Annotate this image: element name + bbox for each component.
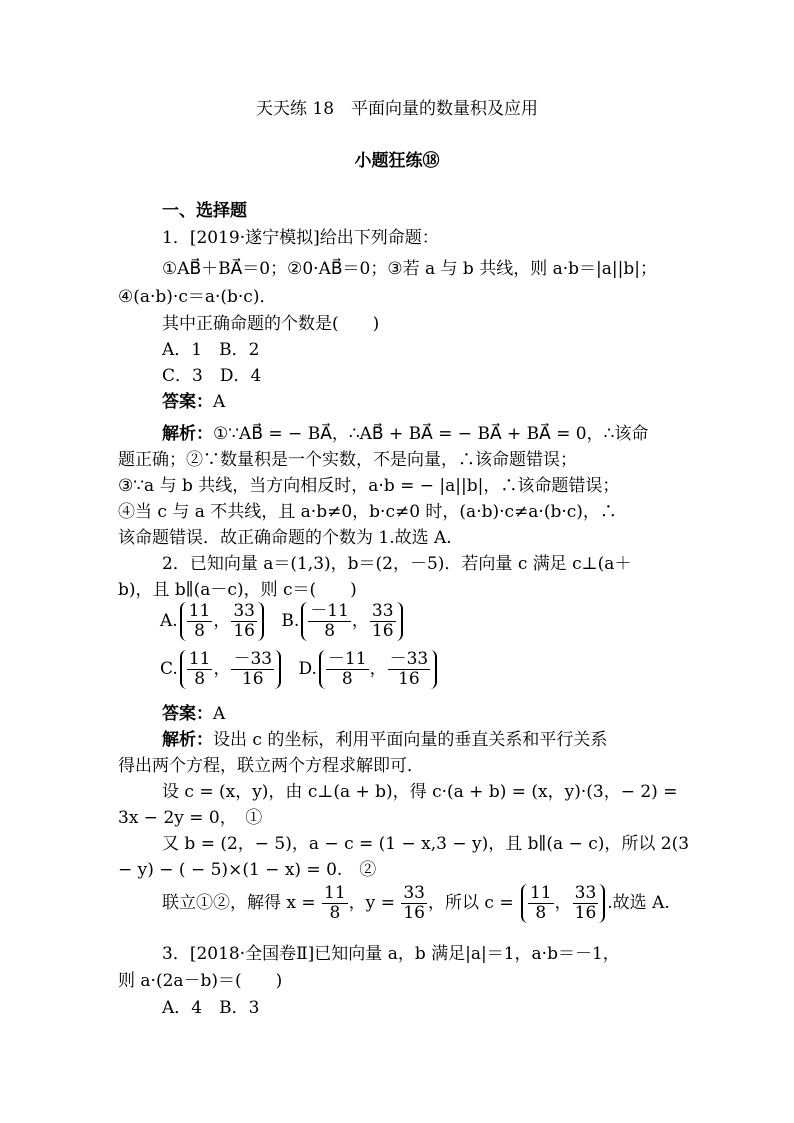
- q1-options-ab: A．1 B．2: [162, 340, 260, 360]
- q1-explanation-5: 该命题错误．故正确命题的个数为 1.故选 A.: [118, 528, 452, 548]
- numerator: －11: [327, 649, 367, 669]
- solve-text: ，所以 c =: [428, 893, 514, 913]
- q2-explanation-7: [162, 884, 670, 923]
- q2-explanation-4: 3x − 2y = 0， ①: [118, 808, 263, 828]
- solve-text: ，y =: [348, 893, 395, 913]
- q2-options-cd: [160, 650, 439, 689]
- comma: ，: [554, 893, 572, 913]
- q1-question: 其中正确命题的个数是( ): [162, 314, 380, 334]
- q1-propositions-2: ④(a·b)·c＝a·(b·c)．: [118, 287, 277, 307]
- q3-options-ab: A．4 B．3: [162, 998, 260, 1018]
- denominator: 16: [233, 621, 255, 641]
- q1-explanation-1: [162, 423, 648, 445]
- comma: ，: [369, 659, 387, 679]
- numerator: 11: [188, 649, 211, 669]
- numerator: 11: [188, 601, 211, 621]
- denominator: 16: [371, 621, 394, 641]
- q2-explanation-5: 又 b = (2，− 5)，a − c = (1 − x,3 − y)，且 b∥(a − c)，所以 2(3: [162, 834, 690, 854]
- vector-paren: [319, 650, 437, 689]
- denominator: 8: [194, 621, 205, 641]
- q1-stem: 1．[2019·遂宁模拟]给出下列命题：: [162, 228, 439, 248]
- denominator: 16: [241, 669, 264, 689]
- vector-paren: [301, 602, 402, 641]
- q2-options-ab: [160, 602, 405, 641]
- q3-stem-2: 则 a·(2a－b)＝( ): [118, 971, 283, 991]
- explanation-text: ①∵AB⃗ = − BA⃗，∴AB⃗ + BA⃗ = − BA⃗ + BA⃗ = 0，∴该命: [213, 424, 649, 444]
- q2-option-a: [160, 602, 266, 641]
- q3-stem-1: 3．[2018·全国卷Ⅱ]已知向量 a，b 满足|a|＝1，a·b＝－1，: [162, 944, 620, 964]
- q2-answer: [162, 703, 225, 725]
- q1-explanation-4: ④当 c 与 a 不共线，且 a·b≠0，b·c≠0 时，(a·b)·c≠a·(b·c)，∴: [118, 502, 617, 522]
- page-title: 天天练 18 平面向量的数量积及应用: [255, 99, 539, 119]
- vector-paren: [521, 884, 605, 923]
- answer-label: 答案：: [162, 392, 213, 412]
- q1-answer: [162, 391, 225, 413]
- option-b-label: B.: [281, 611, 300, 631]
- answer-label: 答案：: [162, 704, 213, 724]
- numerator: 33: [233, 601, 255, 621]
- vector-paren: [180, 602, 264, 641]
- explanation-label: 解析：: [162, 730, 213, 750]
- comma: ，: [213, 611, 231, 631]
- q2-explanation-6: − y) − ( − 5)×(1 − x) = 0. ②: [118, 860, 377, 880]
- explanation-text: 设出 c 的坐标，利用平面向量的垂直关系和平行关系: [213, 730, 608, 750]
- numerator: 33: [403, 883, 425, 903]
- solve-text: 联立①②，解得 x =: [162, 893, 316, 913]
- q1-propositions-1: ①AB⃗＋BA⃗＝0；②0·AB⃗＝0；③若 a 与 b 共线，则 a·b＝|a||b|；: [162, 259, 657, 279]
- section-heading: 一、选择题: [162, 201, 247, 221]
- q1-options-cd: C．3 D．4: [162, 366, 262, 386]
- numerator: －11: [310, 601, 349, 621]
- q2-option-d: [299, 650, 440, 689]
- denominator: 8: [535, 903, 547, 923]
- vector-paren: [180, 650, 281, 689]
- numerator: 33: [574, 883, 597, 903]
- option-d-label: D.: [298, 659, 317, 679]
- numerator: 11: [529, 883, 552, 903]
- section-subtitle: 小题狂练⑱: [354, 151, 440, 171]
- comma: ，: [351, 611, 369, 631]
- numerator: －33: [233, 649, 273, 669]
- denominator: 16: [403, 903, 425, 923]
- answer-value: A: [213, 392, 226, 412]
- q2-stem-1: 2．已知向量 a＝(1,3)，b＝(2，－5)．若向量 c 满足 c⊥(a＋: [162, 554, 632, 574]
- q2-explanation-3: 设 c = (x，y)，由 c⊥(a + b)，得 c·(a + b) = (x，y)·(3，− 2) =: [162, 782, 678, 802]
- numerator: 11: [324, 883, 346, 903]
- option-a-label: A.: [160, 611, 178, 631]
- numerator: 33: [371, 601, 394, 621]
- denominator: 8: [324, 621, 336, 641]
- numerator: －33: [389, 649, 429, 669]
- denominator: 16: [398, 669, 420, 689]
- answer-value: A: [213, 704, 226, 724]
- denominator: 8: [329, 903, 341, 923]
- q1-explanation-2: 题正确；②∵数量积是一个实数，不是向量，∴该命题错误；: [118, 450, 577, 470]
- q2-explanation-2: 得出两个方程，联立两个方程求解即可．: [118, 756, 424, 776]
- solve-text: .故选 A.: [607, 893, 670, 913]
- comma: ，: [213, 659, 231, 679]
- denominator: 16: [574, 903, 597, 923]
- q2-stem-2: b)，且 b∥(a－c)，则 c＝( ): [118, 580, 357, 600]
- denominator: 8: [341, 669, 353, 689]
- denominator: 8: [194, 669, 206, 689]
- q2-option-c: [160, 650, 283, 689]
- option-c-label: C.: [160, 659, 178, 679]
- q2-explanation-1: [162, 729, 607, 751]
- explanation-label: 解析：: [162, 424, 213, 444]
- q1-explanation-3: ③∵a 与 b 共线，当方向相反时，a·b = − |a||b|，∴该命题错误；: [118, 476, 620, 496]
- q2-option-b: [281, 602, 404, 641]
